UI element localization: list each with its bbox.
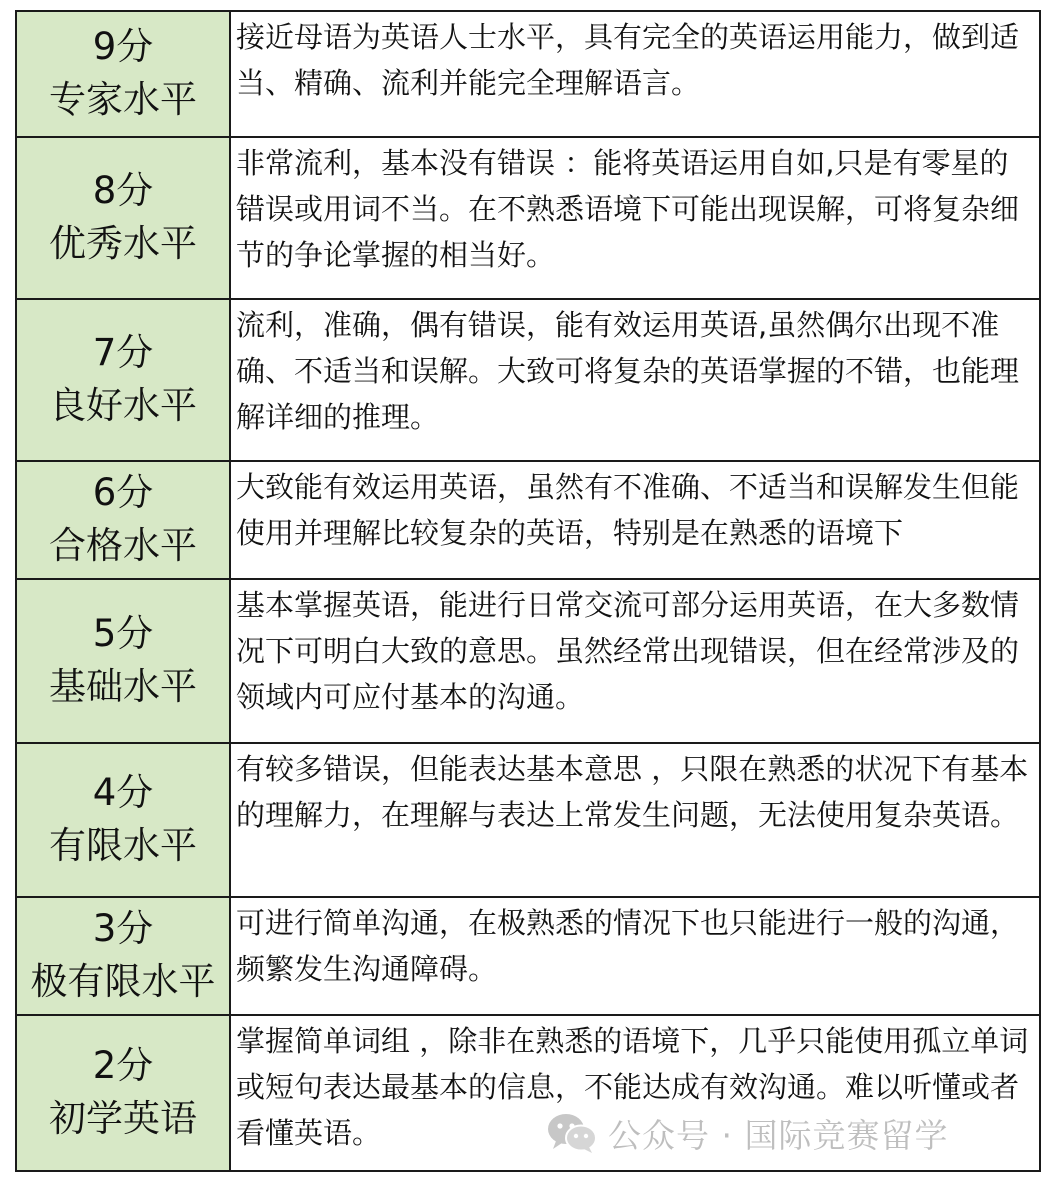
table-row — [16, 461, 1040, 579]
level-cell — [16, 1015, 230, 1171]
level-cell — [16, 897, 230, 1015]
description-cell — [230, 743, 1040, 897]
score-label: 3分 — [92, 907, 154, 950]
score-label: 8分 — [92, 169, 154, 212]
level-name: 合格水平 — [49, 524, 197, 567]
score-table-body — [16, 11, 1040, 1171]
level-cell — [16, 137, 230, 299]
description-cell — [230, 579, 1040, 743]
description-text: 有较多错误，但能表达基本意思 ，只限在熟悉的状况下有基本的理解力，在理解与表达上常发生问题，无法使用复杂英语。 — [236, 752, 1029, 832]
table-row — [16, 743, 1040, 897]
table-row — [16, 137, 1040, 299]
description-cell — [230, 137, 1040, 299]
score-label: 4分 — [92, 771, 154, 814]
level-cell — [16, 11, 230, 137]
description-text: 非常流利，基本没有错误 ：能将英语运用自如,只是有零星的错误或用词不当。在不熟悉语境下可能出现误解，可将复杂细节的争论掌握的相当好。 — [236, 146, 1020, 272]
description-text: 大致能有效运用英语，虽然有不准确、不适当和误解发生但能使用并理解比较复杂的英语，特别是在熟悉的语境下 — [236, 470, 1020, 550]
score-label: 2分 — [92, 1044, 154, 1087]
ielts-score-table — [15, 10, 1041, 1172]
description-cell — [230, 897, 1040, 1015]
table-row — [16, 299, 1040, 461]
description-cell — [230, 299, 1040, 461]
level-name: 基础水平 — [49, 665, 197, 708]
table-row — [16, 11, 1040, 137]
level-cell — [16, 579, 230, 743]
level-name: 专家水平 — [49, 78, 197, 121]
score-label: 9分 — [92, 25, 154, 68]
description-text: 基本掌握英语，能进行日常交流可部分运用英语，在大多数情况下可明白大致的意思。虽然经常出现错误，但在经常涉及的领域内可应付基本的沟通。 — [236, 588, 1020, 714]
level-cell — [16, 299, 230, 461]
score-label: 7分 — [92, 331, 154, 374]
description-cell — [230, 1015, 1040, 1171]
level-name: 有限水平 — [49, 824, 197, 867]
description-cell — [230, 11, 1040, 137]
level-name: 优秀水平 — [49, 222, 197, 265]
description-cell — [230, 461, 1040, 579]
level-name: 极有限水平 — [30, 960, 216, 1003]
description-text: 可进行简单沟通，在极熟悉的情况下也只能进行一般的沟通，频繁发生沟通障碍。 — [236, 906, 1020, 986]
table-row — [16, 1015, 1040, 1171]
description-text: 接近母语为英语人士水平，具有完全的英语运用能力，做到适当、精确、流利并能完全理解语言。 — [236, 20, 1020, 100]
level-cell — [16, 461, 230, 579]
level-name: 良好水平 — [49, 384, 197, 427]
description-text: 流利，准确，偶有错误，能有效运用英语,虽然偶尔出现不准确、不适当和误解。大致可将复杂的英语掌握的不错，也能理解详细的推理。 — [236, 308, 1020, 434]
table-row — [16, 897, 1040, 1015]
level-name: 初学英语 — [49, 1097, 197, 1140]
table-row — [16, 579, 1040, 743]
score-label: 6分 — [92, 471, 154, 514]
level-cell — [16, 743, 230, 897]
description-text: 掌握简单词组 ，除非在熟悉的语境下，几乎只能使用孤立单词或短句表达最基本的信息，不能达成有效沟通。难以听懂或者看懂英语。 — [236, 1024, 1029, 1150]
watermark-text: 公众号 · 国际竞赛留学 — [608, 1115, 949, 1155]
score-label: 5分 — [92, 612, 154, 655]
